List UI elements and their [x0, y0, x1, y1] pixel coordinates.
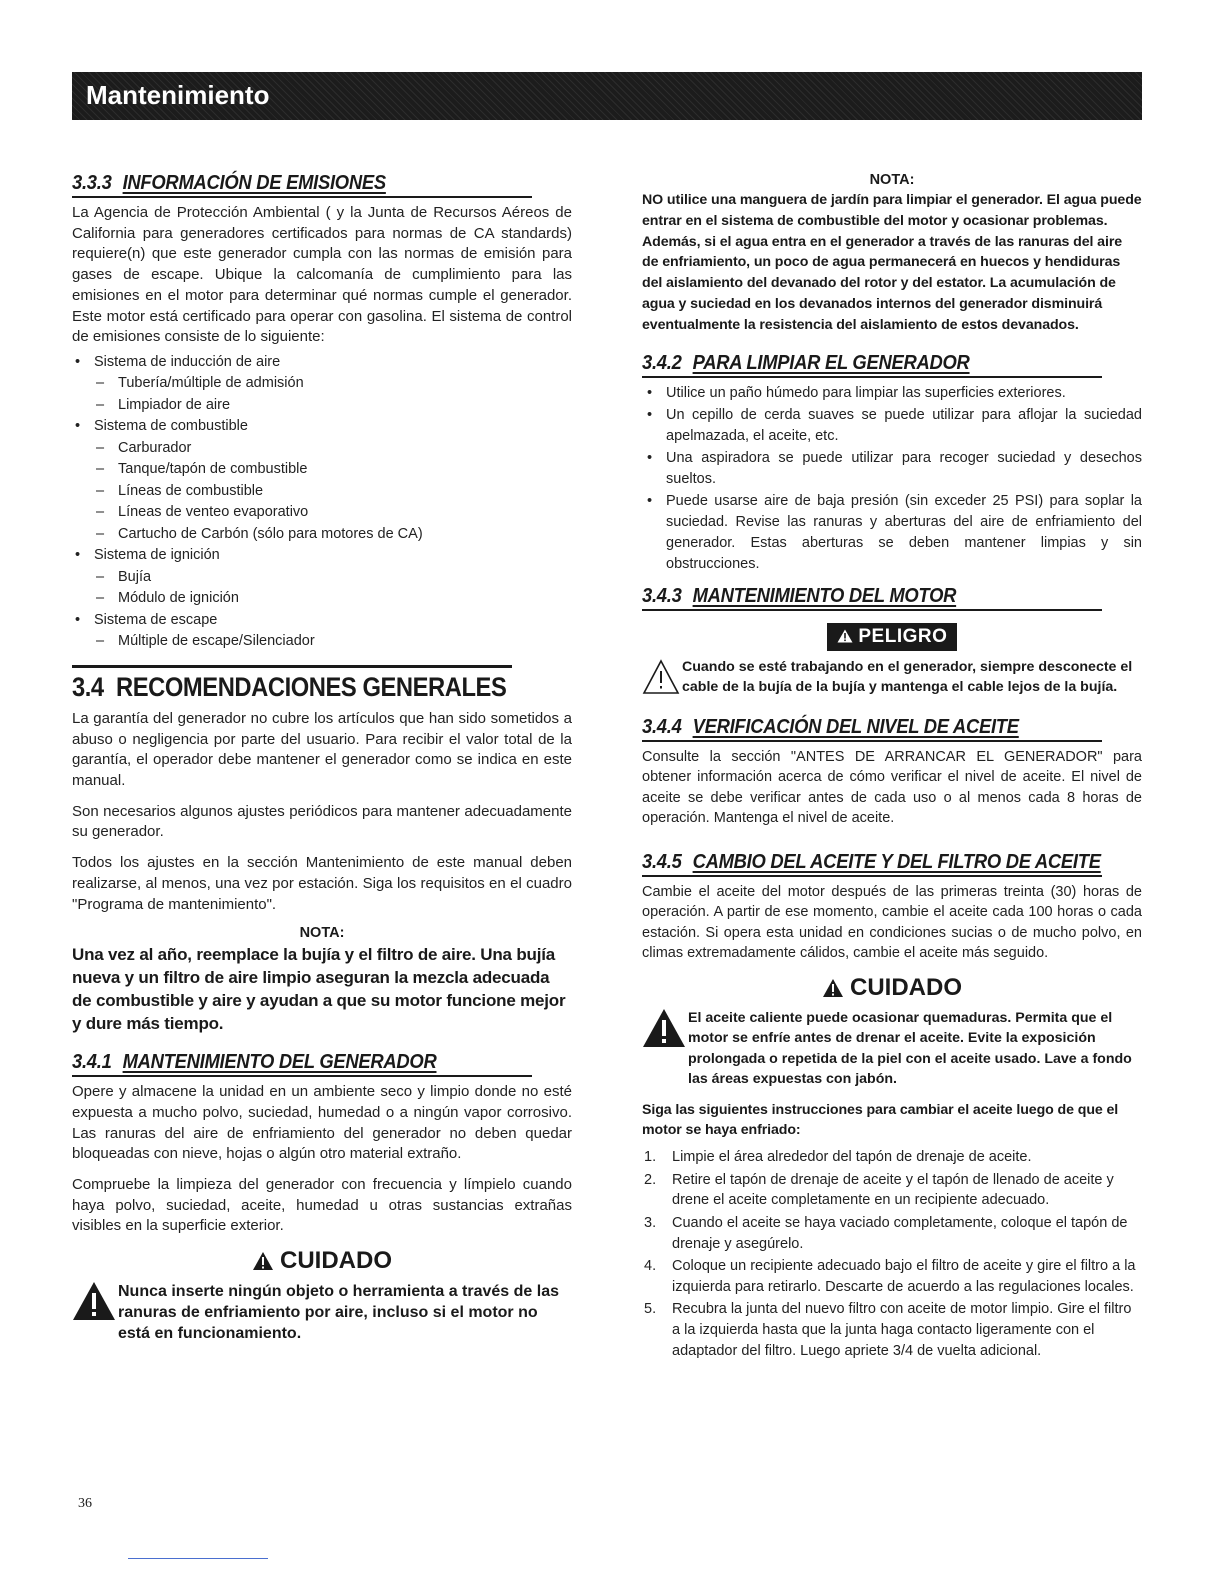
list-item: • Sistema de combustible: [72, 416, 572, 438]
list-item: • Utilice un paño húmedo para limpiar las superficies exteriores.: [642, 383, 1142, 404]
caution-block: [72, 1281, 572, 1344]
list-item: – Tubería/múltiple de admisión: [72, 373, 572, 395]
danger-block: [642, 657, 1142, 698]
note-label: NOTA:: [299, 925, 345, 942]
step-item: 4. Coloque un recipiente adecuado bajo el filtro de aceite y gire el filtro a la izquierda para retirarlo. Descarte de acuerdo a las regulaciones locales.: [644, 1258, 1136, 1295]
section-number: 3.4.1: [72, 1051, 112, 1074]
adjustments-paragraph: Son necesarios algunos ajustes periódicos para mantener adecuadamente su generador.: [72, 802, 572, 841]
step-item: 1. Limpie el área alrededor del tapón de drenaje de aceite.: [644, 1149, 1032, 1166]
list-item: – Limpiador de aire: [72, 395, 572, 417]
left-column: [72, 172, 572, 1354]
page-number: 36: [78, 1496, 92, 1511]
section-number: 3.4.2: [642, 351, 682, 374]
list-item: • Sistema de ignición: [72, 545, 572, 567]
step-item: 3. Cuando el aceite se haya vaciado completamente, coloque el tapón de drenaje y asegúrelo.: [644, 1214, 1128, 1252]
right-column: [642, 172, 1142, 1363]
section-title: PARA LIMPIAR EL GENERADOR: [692, 351, 970, 374]
section-number: 3.4.5: [642, 850, 682, 873]
list-item: • Un cepillo de cerda suaves se puede utilizar para aflojar la suciedad apelmazada, el aceite, etc.: [642, 405, 1142, 447]
caution-block: [642, 1008, 1142, 1090]
instructions-intro: Siga las siguientes instrucciones para cambiar el aceite luego de que el motor se haya enfriado:: [642, 1101, 1119, 1139]
list-item: • Puede usarse aire de baja presión (sin exceder 25 PSI) para soplar la suciedad. Revise las ranuras y aberturas del aire de enfriamiento del generador. Estas aberturas se deben mantener limpias y sin obstrucciones.: [642, 491, 1142, 575]
list-item: – Tanque/tapón de combustible: [72, 459, 572, 481]
list-item: • Sistema de escape: [72, 610, 572, 632]
note-text: NO utilice una manguera de jardín para limpiar el generador. El agua puede entrar en el sistema de combustible del motor y ocasionar problemas. Además, si el agua entra en el generador a través de las ranuras del aire de enfriamiento, un poco de agua permanecerá en huecos y hendiduras del aislamiento del devanado del rotor y del estator. La acumulación de agua y suciedad en los devanados internos del generador disminuirá eventualmente la resistencia del aislamiento de estos devanados.: [642, 192, 1142, 333]
emissions-paragraph: La Agencia de Protección Ambiental ( y la Junta de Recursos Aéreos de California para generadores certificados para normas de CA standards) requiere(n) que este generador cumpla con las normas de emisión para gases de escape. Ubique la calcomanía de cumplimiento para las emisiones en el motor para determinar qué normas cumple el generador. Este motor está certificado para operar con gasolina. El sistema de control de emisiones consiste de lo siguiente:: [72, 204, 572, 346]
list-item: – Módulo de ignición: [72, 588, 572, 610]
section-heading-3-4-4: [642, 716, 1102, 742]
section-number: 3.4: [72, 671, 104, 702]
note-label: NOTA:: [869, 172, 915, 188]
section-heading-3-4-3: [642, 585, 1102, 611]
note-text: Una vez al año, reemplace la bujía y el filtro de aire. Una bujía nueva y un filtro de aire limpio aseguran la mezcla adecuada de combustible y aire y ayudan a que su motor funcione mejor y dure más tiempo.: [72, 945, 566, 1034]
warning-triangle-icon: [72, 1281, 116, 1321]
danger-badge-wrap: [642, 623, 1142, 651]
danger-text: Cuando se esté trabajando en el generador, siempre desconecte el cable de la bujía de la bujía y mantenga el cable lejos de la bujía.: [682, 658, 1133, 696]
caution-title: [642, 974, 1142, 1002]
list-item: • Sistema de inducción de aire: [72, 352, 572, 374]
section-title: MANTENIMIENTO DEL MOTOR: [692, 584, 957, 607]
oil-level-paragraph: Consulte la sección "ANTES DE ARRANCAR EL GENERADOR" para obtener información acerca de cómo verificar el nivel de aceite. El nivel de aceite se debe verificar antes de cada uso o al menos cada 8 horas de operación. Mantenga el nivel de aceite.: [642, 748, 1142, 827]
section-title: MANTENIMIENTO DEL GENERADOR: [122, 1051, 437, 1074]
list-item: – Líneas de venteo evaporativo: [72, 502, 572, 524]
list-item: • Una aspiradora se puede utilizar para recoger suciedad y desechos sueltos.: [642, 448, 1142, 490]
warning-triangle-icon: [822, 978, 844, 998]
emissions-list: [72, 352, 572, 653]
warning-triangle-icon: [837, 629, 853, 643]
caution-title: [72, 1247, 572, 1275]
danger-label: PELIGRO: [858, 625, 948, 647]
oil-change-paragraph: Cambie el aceite del motor después de las primeras treinta (30) horas de operación. A partir de ese momento, cambie el aceite cada 100 horas o cada estación. Si opera esta unidad en condiciones sucias o de mucho polvo, en climas extremadamente cálidos, cambie el aceite más seguido.: [642, 883, 1142, 962]
section-number: 3.4.3: [642, 584, 682, 607]
generator-maintenance-paragraph: Opere y almacene la unidad en un ambiente seco y limpio donde no esté expuesta a mucho polvo, suciedad, humedad o a ningún vapor corrosivo. Las ranuras del aire de enfriamiento del generador no deben quedar bloqueadas con nieve, hojas o algún otro material extraño.: [72, 1083, 572, 1163]
section-heading-3-4-2: [642, 352, 1102, 378]
list-item: – Carburador: [72, 438, 572, 460]
section-title: INFORMACIÓN DE EMISIONES: [122, 172, 386, 194]
warning-triangle-icon: [642, 1008, 686, 1048]
section-title: CAMBIO DEL ACEITE Y DEL FILTRO DE ACEITE: [692, 850, 1101, 873]
warranty-paragraph: La garantía del generador no cubre los artículos que han sido sometidos a abuso o negligencia por parte del usuario. Para recibir el valor total de la garantía, el operador debe mantener el generador como se indica en este manual.: [72, 709, 572, 790]
step-item: 2. Retire el tapón de drenaje de aceite y el tapón de llenado de aceite y drene el aceite completamente en un recipiente adecuado.: [644, 1171, 1114, 1209]
section-title: RECOMENDACIONES GENERALES: [116, 671, 507, 702]
cleaning-list: [642, 383, 1142, 575]
caution-text: Nunca inserte ningún objeto o herramienta a través de las ranuras de enfriamiento por aire, incluso si el motor no está en funcionamiento.: [118, 1283, 560, 1343]
section-number: 3.4.4: [642, 715, 682, 738]
bottom-rule: [128, 1558, 268, 1559]
cleaning-check-paragraph: Compruebe la limpieza del generador con frecuencia y límpielo cuando haya polvo, suciedad, aceite, humedad u otras sustancias extrañas visibles en la superficie exterior.: [72, 1176, 572, 1235]
oil-change-steps: [642, 1147, 1142, 1361]
section-title: VERIFICACIÓN DEL NIVEL DE ACEITE: [692, 715, 1019, 738]
section-heading-3-3-3: [72, 172, 532, 198]
section-number: 3.3.3: [72, 172, 112, 194]
section-heading-3-4: [72, 665, 512, 703]
warning-triangle-icon: [252, 1251, 274, 1271]
step-item: 5. Recubra la junta del nuevo filtro con aceite de motor limpio. Gire el filtro a la izquierda hasta que la junta haga contacto ligeramente con el adaptador del filtro. Luego apriete 3/4 de vuelta adicional.: [644, 1301, 1132, 1359]
caution-label: CUIDADO: [850, 973, 962, 1001]
section-heading-3-4-5: [642, 851, 1102, 877]
caution-text: El aceite caliente puede ocasionar quemaduras. Permita que el motor se enfríe antes de drenar el aceite. Evite la exposición prolongada o repetida de la piel con el aceite usado. Lave a fondo las áreas expuestas con jabón.: [688, 1009, 1132, 1088]
caution-label: CUIDADO: [280, 1247, 392, 1275]
warning-outline-icon: [642, 659, 680, 695]
section-heading-3-4-1: [72, 1051, 532, 1077]
list-item: – Líneas de combustible: [72, 481, 572, 503]
list-item: – Cartucho de Carbón (sólo para motores de CA): [72, 524, 572, 546]
danger-badge: [827, 623, 958, 651]
banner-title: Mantenimiento: [86, 80, 270, 110]
section-banner: [72, 72, 1142, 120]
season-paragraph: Todos los ajustes en la sección Mantenimiento de este manual deben realizarse, al menos, una vez por estación. Siga los requisitos en el cuadro "Programa de mantenimiento".: [72, 854, 572, 913]
list-item: – Bujía: [72, 567, 572, 589]
list-item: – Múltiple de escape/Silenciador: [72, 631, 572, 653]
